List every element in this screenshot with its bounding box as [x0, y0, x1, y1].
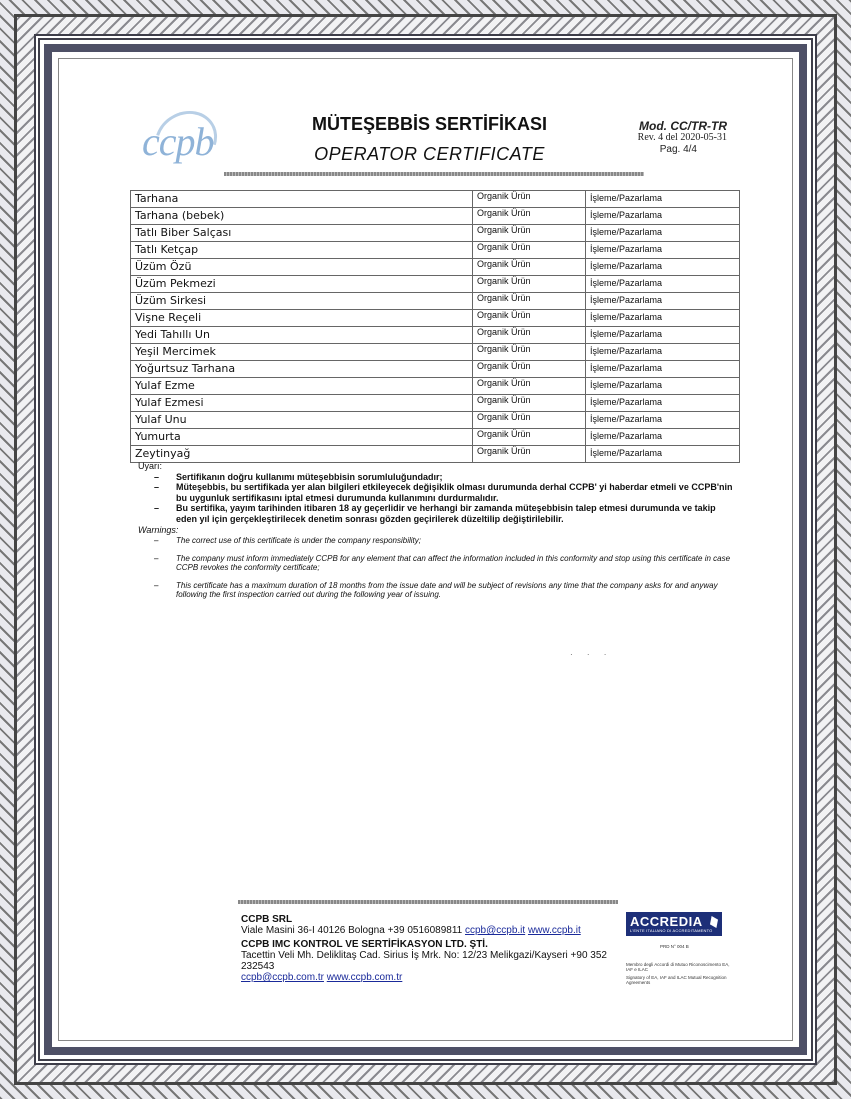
table-row [131, 191, 740, 208]
product-name: Yedi Tahıllı Un [131, 327, 473, 344]
product-name: Üzüm Özü [131, 259, 473, 276]
table-row [131, 208, 740, 225]
product-type: Organik Ürün [473, 429, 586, 446]
product-activity: İşleme/Pazarlama [586, 344, 740, 361]
table-row [131, 395, 740, 412]
footer-divider [238, 900, 618, 904]
warning-text: The correct use of this certificate is under the company responsibility; [176, 535, 421, 545]
product-type: Organik Ürün [473, 208, 586, 225]
product-type: Organik Ürün [473, 446, 586, 463]
italy-shape-icon [710, 916, 718, 928]
web-link-turkey[interactable]: www.ccpb.com.tr [326, 972, 403, 983]
uyari-item [138, 482, 738, 503]
product-name: Zeytinyağ [131, 446, 473, 463]
uyari-item [138, 472, 738, 483]
product-activity: İşleme/Pazarlama [586, 361, 740, 378]
table-row [131, 344, 740, 361]
web-link-italy[interactable]: www.ccpb.it [527, 925, 581, 936]
product-activity: İşleme/Pazarlama [586, 327, 740, 344]
uyari-text: Bu sertifika, yayım tarihinden itibaren 18 ay geçerlidir ve herhangi bir zamanda müteşebbisin talep etmesi durumunda ve takip eden yıl için gerçekleştirilecek denetim sonrası gözden geçirilerek düzeltilip değiştirilebilir. [176, 503, 716, 524]
product-type: Organik Ürün [473, 378, 586, 395]
accredia-membro: Membro degli Accordi di Mutuo Riconoscimento EA, IAF e ILAC [626, 962, 730, 972]
uyari-heading: Uyarı: [138, 461, 163, 471]
title-turkish: MÜTEŞEBBİS SERTİFİKASI [311, 114, 548, 134]
title-english: OPERATOR CERTIFICATE [314, 144, 545, 164]
table-row [131, 446, 740, 463]
logo-text: ccpb [142, 119, 214, 164]
accredia-signatory: Signatory of EA, IAF and ILAC Mutual Recognition Agreements [626, 975, 727, 985]
product-activity: İşleme/Pazarlama [586, 191, 740, 208]
email-link-turkey[interactable]: ccpb@ccpb.com.tr [241, 972, 324, 983]
product-name: Üzüm Sirkesi [131, 293, 473, 310]
warnings-heading: Warnings: [138, 525, 179, 535]
product-name: Tatlı Biber Salçası [131, 225, 473, 242]
table-row [131, 276, 740, 293]
mod-code: Mod. CC/TR-TR [639, 119, 727, 133]
product-activity: İşleme/Pazarlama [586, 378, 740, 395]
table-row [131, 412, 740, 429]
product-name: Yulaf Unu [131, 412, 473, 429]
dash: – [154, 482, 160, 492]
accredia-brand: ACCREDIA [630, 914, 703, 929]
table-row [131, 225, 740, 242]
product-activity: İşleme/Pazarlama [586, 208, 740, 225]
accredia-logo [626, 912, 722, 936]
uyari-item [138, 503, 738, 524]
product-activity: İşleme/Pazarlama [586, 276, 740, 293]
product-table [130, 190, 740, 463]
table-row [131, 327, 740, 344]
uyari-text: Sertifikanın doğru kullanımı müteşebbisin sorumluluğundadır; [176, 471, 443, 482]
product-activity: İşleme/Pazarlama [586, 293, 740, 310]
product-activity: İşleme/Pazarlama [586, 225, 740, 242]
footer-contacts [241, 914, 621, 983]
product-activity: İşleme/Pazarlama [586, 446, 740, 463]
warning-item [138, 554, 738, 572]
dash: – [154, 535, 159, 545]
warning-item [138, 581, 738, 599]
header-divider [224, 172, 644, 176]
accredia-tagline: L'ENTE ITALIANO DI ACCREDITAMENTO [630, 928, 713, 933]
warning-text: The company must inform immediately CCPB for any element that can affect the information included in this conformity and stop using this certificate in case CCPB revokes the conformity certificate; [176, 553, 731, 572]
revision: Rev. 4 del 2020-05-31 [637, 132, 727, 143]
page-number: Pag. 4/4 [659, 144, 697, 155]
product-name: Tarhana [131, 191, 473, 208]
dash: – [154, 553, 159, 563]
company-name-italy: CCPB SRL [241, 914, 293, 925]
product-name: Tarhana (bebek) [131, 208, 473, 225]
warning-item [138, 536, 738, 545]
company-name-turkey: CCPB IMC KONTROL VE SERTİFİKASYON LTD. ŞTİ. [241, 939, 488, 950]
table-row [131, 259, 740, 276]
scan-dots: · · · [570, 650, 613, 659]
product-type: Organik Ürün [473, 225, 586, 242]
product-name: Yoğurtsuz Tarhana [131, 361, 473, 378]
table-row [131, 242, 740, 259]
product-activity: İşleme/Pazarlama [586, 259, 740, 276]
product-type: Organik Ürün [473, 242, 586, 259]
product-type: Organik Ürün [473, 412, 586, 429]
product-activity: İşleme/Pazarlama [586, 242, 740, 259]
links-turkey [241, 972, 621, 983]
address-turkey: Tacettin Veli Mh. Deliklitaş Cad. Sirius İş Mrk. No: 12/23 Melikgazi/Kayseri +90 352 232543 [241, 950, 607, 972]
email-link-italy[interactable]: ccpb@ccpb.it [464, 925, 526, 936]
product-activity: İşleme/Pazarlama [586, 395, 740, 412]
notes-section [138, 461, 738, 608]
table-row [131, 310, 740, 327]
product-name: Üzüm Pekmezi [131, 276, 473, 293]
uyari-text: Müteşebbis, bu sertifikada yer alan bilgileri etkileyecek değişiklik olması durumunda derhal CCPB' yi haberdar etmeli ve CCPB'nin bu uygunluk sertifikasını iptal etmesi durumunda kullanımını durdurmalıdır. [176, 482, 733, 503]
product-name: Vişne Reçeli [131, 310, 473, 327]
product-name: Yulaf Ezme [131, 378, 473, 395]
dash: – [154, 471, 160, 482]
table-row [131, 378, 740, 395]
address-italy: Viale Masini 36-I 40126 Bologna +39 0516089811 ccpb@ccpb.it www.ccpb.it [241, 925, 581, 936]
product-type: Organik Ürün [473, 310, 586, 327]
product-name: Tatlı Ketçap [131, 242, 473, 259]
accredia-prd: PRD N° 004 B [660, 944, 689, 949]
product-type: Organik Ürün [473, 395, 586, 412]
product-name: Yeşil Mercimek [131, 344, 473, 361]
product-activity: İşleme/Pazarlama [586, 429, 740, 446]
table-row [131, 429, 740, 446]
product-name: Yumurta [131, 429, 473, 446]
table-row [131, 293, 740, 310]
product-type: Organik Ürün [473, 191, 586, 208]
product-type: Organik Ürün [473, 276, 586, 293]
warning-text: This certificate has a maximum duration of 18 months from the issue date and will be subject of revisions any time that the company asks for and anyway following the first inspection carried out during the following year of issuing. [176, 580, 718, 599]
product-type: Organik Ürün [473, 344, 586, 361]
product-type: Organik Ürün [473, 293, 586, 310]
dash: – [154, 580, 159, 590]
product-type: Organik Ürün [473, 327, 586, 344]
product-activity: İşleme/Pazarlama [586, 412, 740, 429]
product-name: Yulaf Ezmesi [131, 395, 473, 412]
product-activity: İşleme/Pazarlama [586, 310, 740, 327]
product-type: Organik Ürün [473, 259, 586, 276]
table-row [131, 361, 740, 378]
document-revision [638, 120, 727, 156]
product-type: Organik Ürün [473, 361, 586, 378]
dash: – [154, 503, 160, 513]
